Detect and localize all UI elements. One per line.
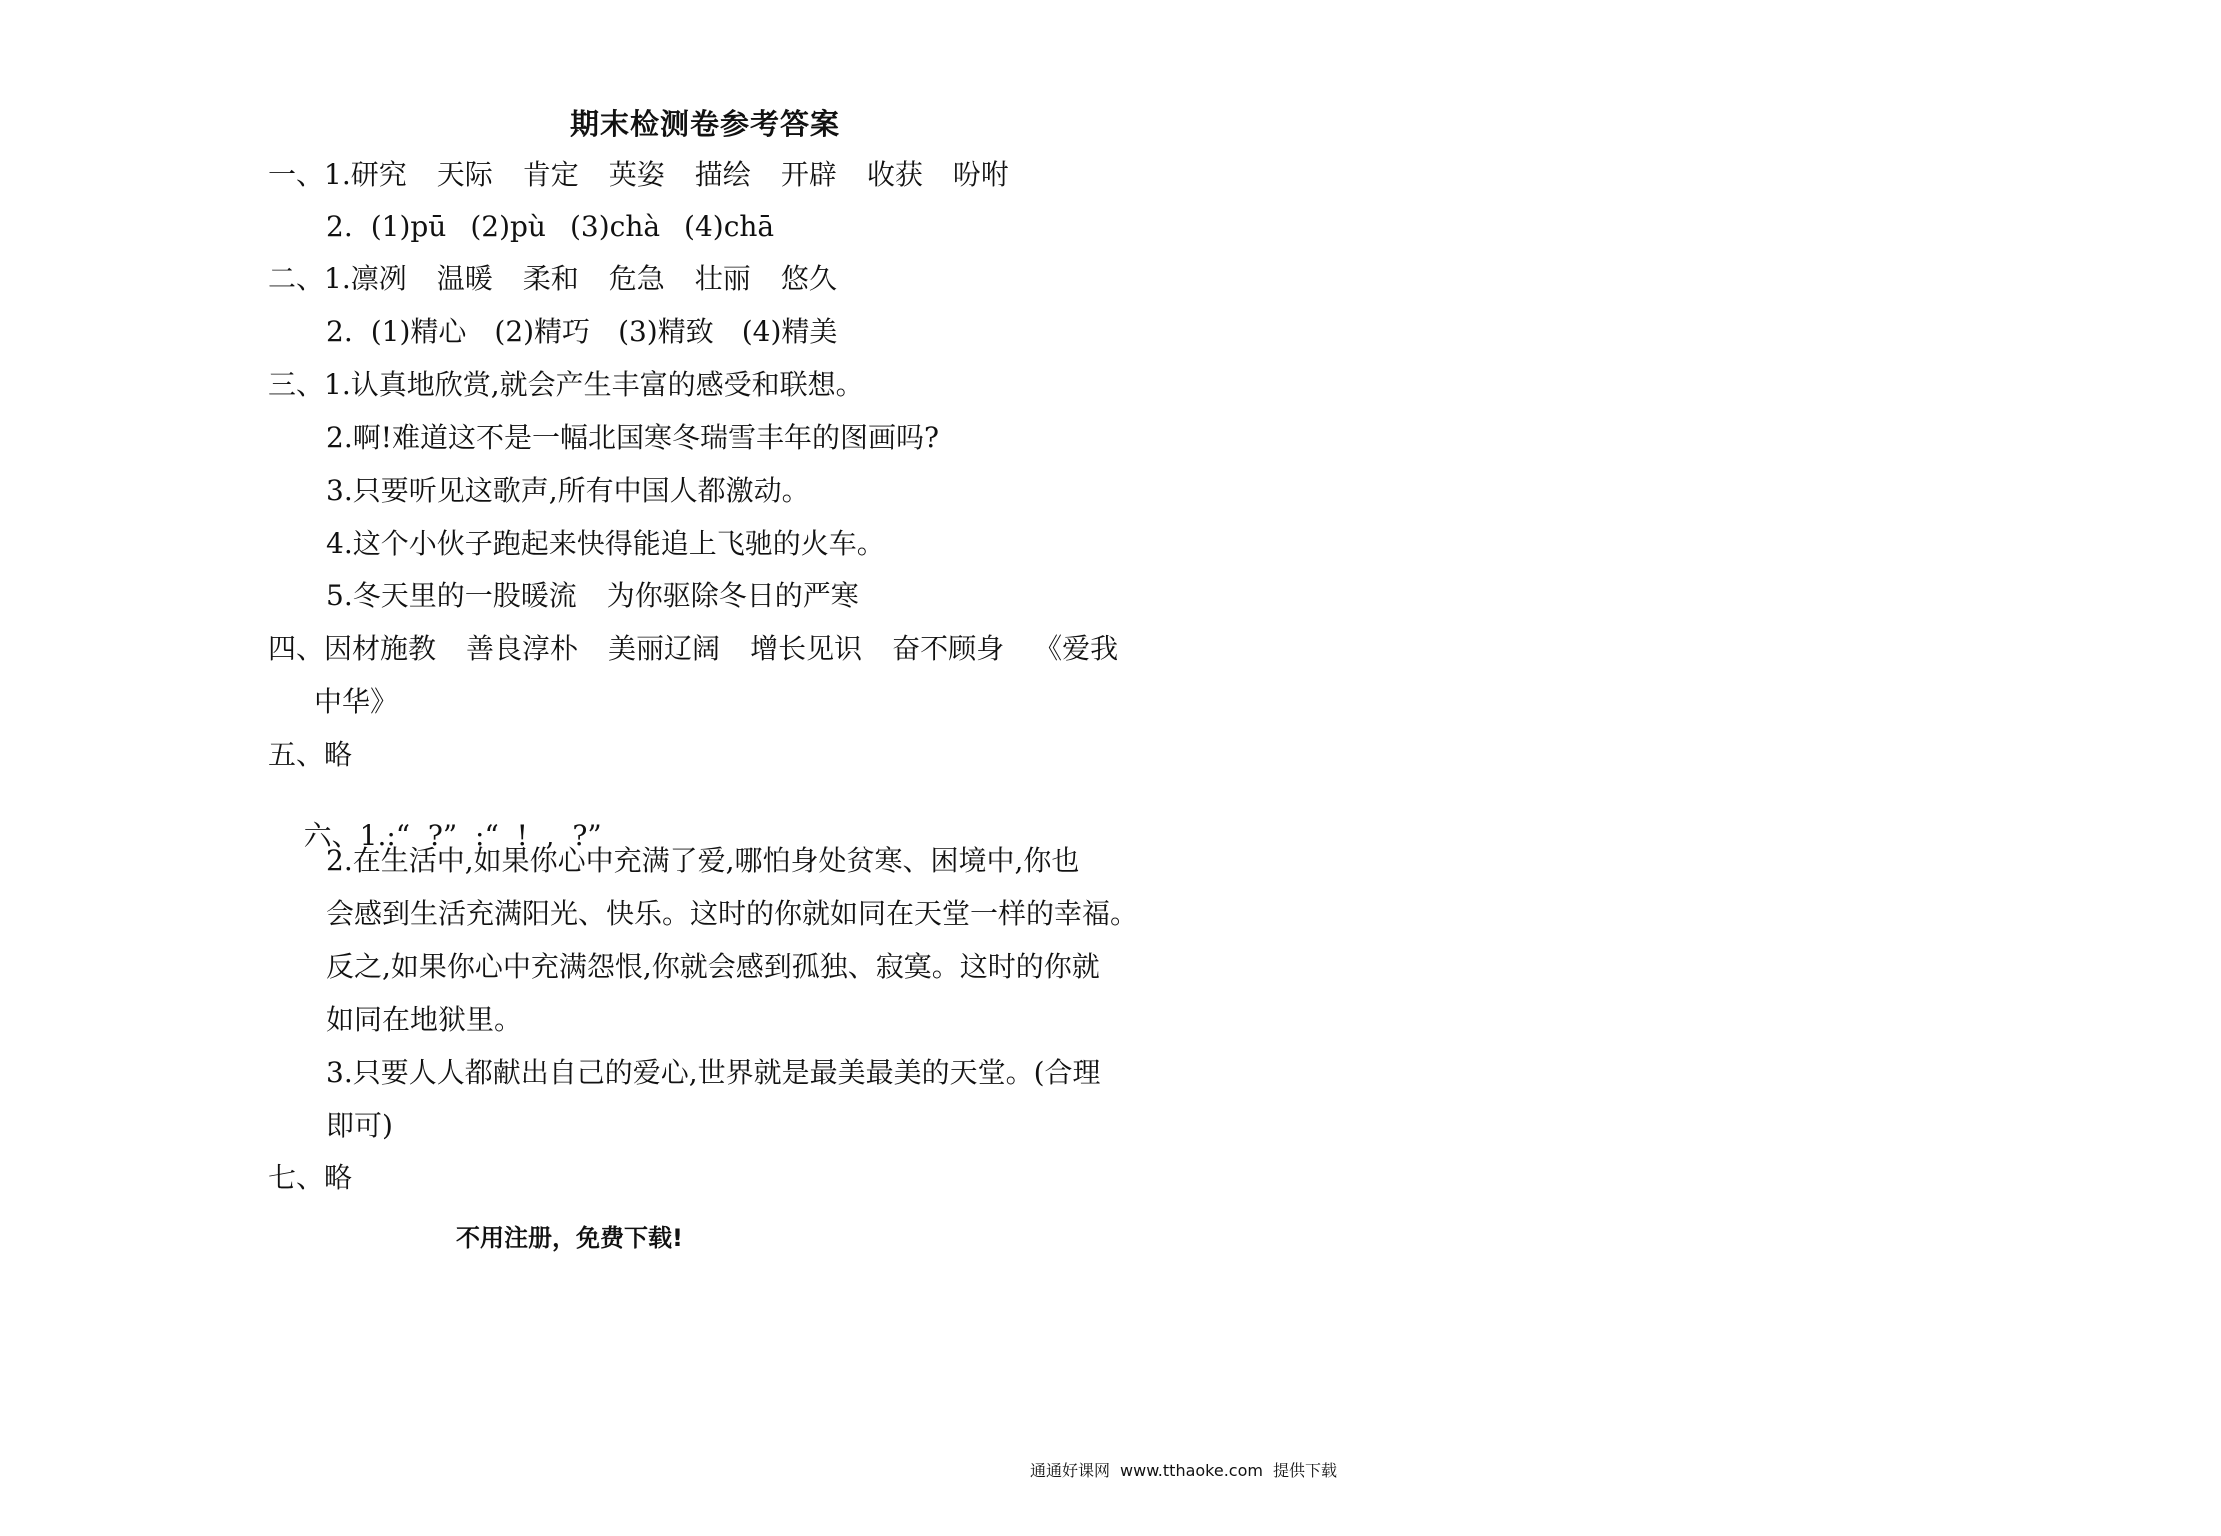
- question-number: 1.: [324, 158, 351, 191]
- answer-item: (4)精美: [741, 315, 838, 348]
- section-6-q3-line2: 即可): [326, 1109, 393, 1142]
- word: 增长见识: [750, 632, 863, 665]
- answer-item: (4)chā: [684, 210, 775, 243]
- section-label: 六、: [303, 819, 360, 852]
- answer-item: (3)精致: [618, 315, 714, 348]
- word: 奋不顾身: [892, 632, 1005, 665]
- answer-text: 1.认真地欣赏,就会产生丰富的感受和联想。: [324, 368, 864, 401]
- section-6-q2-line1: 2.在生活中,如果你心中充满了爱,哪怕身处贫寒、困境中,你也: [326, 844, 1080, 877]
- word: 开辟: [780, 158, 837, 191]
- footer-url[interactable]: www.tthaoke.com: [1120, 1461, 1263, 1480]
- section-3-q2: 2.啊!难道这不是一幅北国寒冬瑞雪丰年的图画吗?: [326, 421, 939, 454]
- section-2-q1: [268, 262, 837, 295]
- word: 吩咐: [952, 158, 1009, 191]
- word: 因材施教: [324, 632, 437, 665]
- promo-text: 不用注册，免费下载!: [456, 1224, 683, 1252]
- section-6-q2-line4: 如同在地狱里。: [326, 1003, 523, 1036]
- word: 描绘: [694, 158, 751, 191]
- word: 收获: [866, 158, 923, 191]
- section-3-q4: 4.这个小伙子跑起来快得能追上飞驰的火车。: [326, 527, 885, 560]
- section-5: [268, 738, 353, 771]
- word: 壮丽: [694, 262, 751, 295]
- section-3-q3: 3.只要听见这歌声,所有中国人都激动。: [326, 474, 810, 507]
- answer-text: 1.:“ ?” :“ ! , ?”: [359, 819, 602, 852]
- answer-text: 为你驱除冬日的严寒: [606, 579, 859, 612]
- word: 美丽辽阔: [608, 632, 721, 665]
- word: 悠久: [780, 262, 837, 295]
- word: 天际: [436, 158, 493, 191]
- word: 英姿: [608, 158, 665, 191]
- section-1-q1: [268, 158, 1009, 191]
- answer-text: 略: [324, 738, 353, 771]
- footer: [1030, 1458, 1337, 1481]
- section-label: 二、: [268, 262, 325, 295]
- answer-text: 略: [324, 1161, 353, 1194]
- footer-site-name: 通通好课网: [1030, 1461, 1111, 1480]
- section-label: 四、: [268, 632, 325, 665]
- word: 柔和: [522, 262, 579, 295]
- question-number: 2.: [326, 315, 353, 348]
- footer-suffix: 提供下载: [1272, 1461, 1337, 1480]
- answer-item: (1)精心: [370, 315, 467, 348]
- section-label: 三、: [268, 368, 325, 401]
- answer-item: (2)pù: [470, 210, 546, 243]
- word: 凛冽: [350, 262, 407, 295]
- word: 肯定: [522, 158, 579, 191]
- question-number: 1.: [324, 262, 351, 295]
- answer-text: 5.冬天里的一股暖流: [326, 579, 577, 612]
- word: 善良淳朴: [466, 632, 579, 665]
- section-4-continued: 中华》: [314, 685, 399, 718]
- section-6-q3-line1: 3.只要人人都献出自己的爱心,世界就是最美最美的天堂。(合理: [326, 1056, 1101, 1089]
- section-7: [268, 1161, 353, 1194]
- word: 研究: [350, 158, 407, 191]
- section-6-q2-line3: 反之,如果你心中充满怨恨,你就会感到孤独、寂寞。这时的你就: [326, 950, 1100, 983]
- section-3-q5: [326, 579, 859, 612]
- section-2-q2: [326, 315, 838, 348]
- section-label: 一、: [268, 158, 325, 191]
- page-title: 期末检测卷参考答案: [570, 107, 841, 141]
- section-label: 七、: [268, 1161, 325, 1194]
- section-4: [268, 632, 1119, 665]
- section-3-q1: [268, 368, 864, 401]
- answer-item: (2)精巧: [494, 315, 591, 348]
- section-1-q2: [326, 210, 775, 243]
- word: 危急: [608, 262, 665, 295]
- answer-item: (3)chà: [569, 210, 661, 243]
- section-6-q2-line2: 会感到生活充满阳光、快乐。这时的你就如同在天堂一样的幸福。: [326, 897, 1139, 930]
- word: 《爱我: [1034, 632, 1119, 665]
- question-number: 2.: [326, 210, 353, 243]
- word: 温暖: [436, 262, 493, 295]
- answer-item: (1)pū: [370, 210, 447, 243]
- section-label: 五、: [268, 738, 325, 771]
